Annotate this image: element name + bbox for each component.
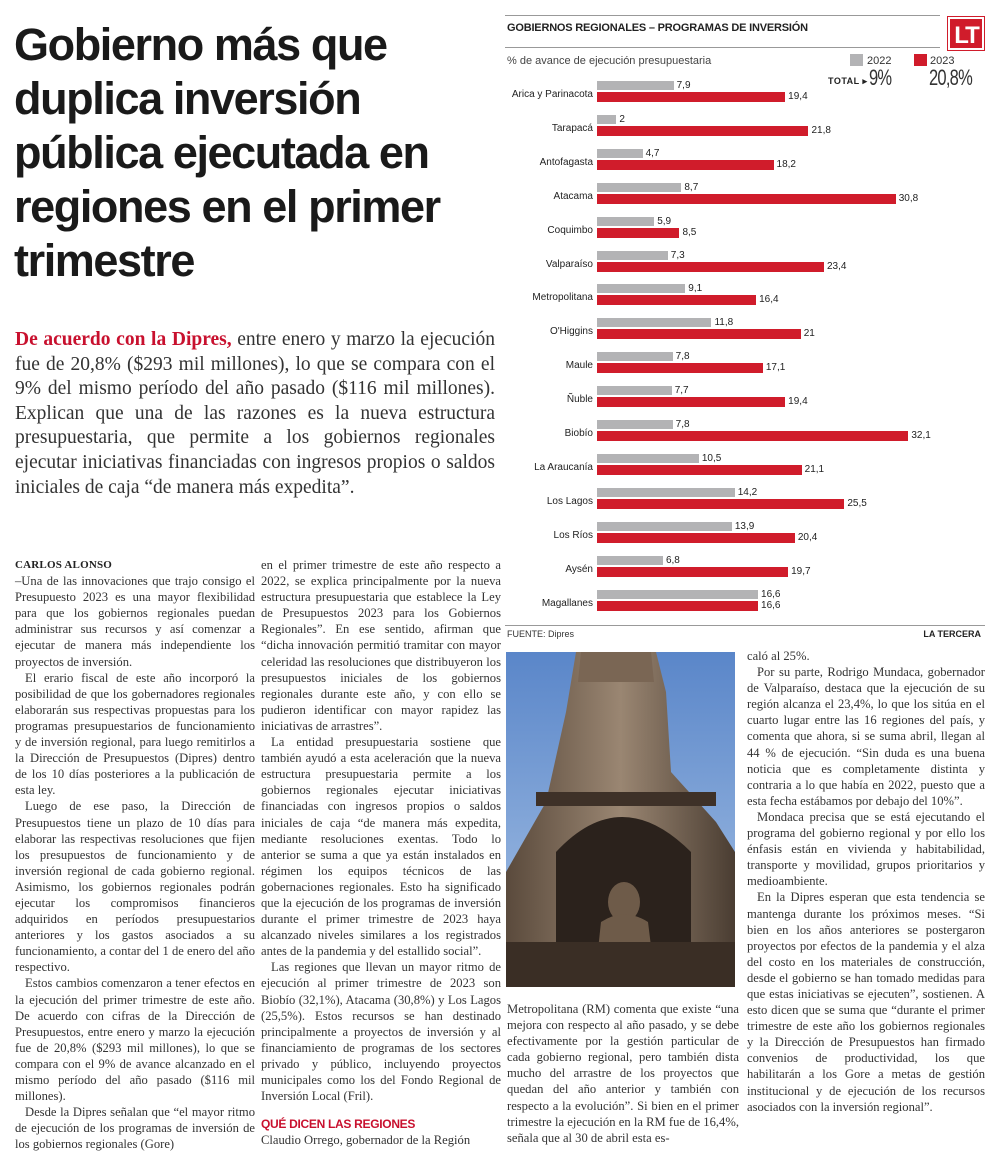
bar-2023 [597,499,844,509]
category-label: Aysén [565,563,593,575]
bar-2022 [597,352,673,361]
data-label-2023: 18,2 [776,158,796,170]
data-label-2023: 8,5 [682,226,697,238]
bar-2023 [597,329,801,339]
paragraph: en el primer trimestre de este año respecto a 2022, se explica principalmente por la nueva estructura presupuestaria que establece la Ley de Presupuestos 2023 para los Gobiernos Regionales”. En ese sentido, afirman que “dicha innovación permitió tramitar con mayor celeridad las resoluciones que distribuyeron los presupuestos iniciales de los gobiernos regionales durante este año, y con ello se pudieron identificar con mayor rapidez las iniciativas de arrastres”. [261,558,501,733]
category-label: Biobío [564,428,593,439]
paragraph: En la Dipres esperan que esta tendencia se mantenga durante los próximos meses. “Si bien en los años anteriores se postergaron proyectos por efectos de la pandemia y el alza del costo en los materiales de construcción, desde el gobierno se han tomado medidas para que estas iniciativas se ejecuten”, sostienen. A esto dicen que se suma que “durante el primer trimestre de este año los gobiernos regionales y la Dirección de Presupuestos han firmado convenios de productividad, los que habilitarán a los Gore a metas de gestión institucional y de ejecución de los recursos asociados con la inversión regional”. [747,890,985,1114]
paragraph: La entidad presupuestaria sostiene que también ayudó a esta aceleración que la nueva estructura presupuestaria permite a los gobiernos regionales ejecutar iniciativas financiadas con ingresos propios o saldos iniciales de caja “de manera más expedita, mediante resoluciones exentas. Todo lo anterior se suma a que ya están instalados en régimen los equipos técnicos de las gobernaciones regionales. Esto ha significado que la ejecución de los programas de inversión durante el primer trimestre de 2023 haya alcanzado niveles similares a los registrados antes de la pandemia y del estallido social”. [261,735,501,959]
bar-2022 [597,284,685,293]
article-column-4 [747,648,985,1115]
lead-text: entre enero y marzo la ejecución fue de 20,8% ($293 mil millones), lo que se compara con el 9% del mismo período del año pasado ($116 mil millones). Explican que una de las razones es la nueva estructura presupuestaria, que permite a los gobiernos regionales ejecutar iniciativas financiadas con ingresos propios o saldos iniciales de caja “de manera más expedita”. [15,329,495,498]
chart-brand: LA TERCERA [923,629,981,639]
data-label-2022: 14,2 [737,486,758,498]
legend-2022: 2022 [867,55,892,67]
bar-2023 [597,465,802,475]
data-label-2022: 9,1 [688,283,703,295]
category-label: O'Higgins [549,326,593,338]
category-label: Metropolitana [532,292,593,304]
chart-title: GOBIERNOS REGIONALES – PROGRAMAS DE INVERSIÓN [507,22,808,34]
paragraph: Estos cambios comenzaron a tener efectos en la ejecución del primer trimestre de este año. De acuerdo con cifras de la Dirección de Presupuestos, entre enero y marzo la ejecución fue de 20,8% ($293 mil millones), lo que se compara con el 9% de avance alcanzado en el mismo período del año pasado ($116 mil millones). [15,976,255,1104]
category-label: Maule [565,360,593,372]
category-label: La Araucanía [534,461,593,473]
data-label-2022: 16,6 [761,588,781,600]
bar-2023 [597,228,679,238]
data-label-2022: 6,8 [665,554,680,566]
paragraph: Desde la Dipres señalan que “el mayor ritmo de ejecución de los programas de inversión de los gobiernos regionales (Gore) [15,1105,255,1152]
bar-2023 [597,295,756,305]
total-2022: 9% [869,65,892,90]
data-label-2022: 2 [619,113,625,125]
paragraph: Mondaca precisa que se está ejecutando el programa del gobierno regional y por ello los énfasis están en vivienda y habitabilidad, transporte y movilidad, grupos prioritarios y medioambiente. [747,809,985,889]
category-label: Magallanes [541,597,593,609]
bar-2022 [597,420,673,429]
legend-2023: 2023 [930,55,955,67]
bar-2023 [597,92,785,102]
bar-2022 [597,454,699,463]
category-label: Los Ríos [553,529,593,541]
data-label-2023: 25,5 [847,497,867,509]
data-label-2023: 16,4 [759,294,779,306]
lead-paragraph [15,328,495,500]
data-label-2023: 19,7 [791,565,811,577]
category-label: Arica y Parinacota [511,89,593,100]
data-label-2022: 5,9 [657,215,672,227]
data-label-2023: 20,4 [797,531,818,543]
bar-2022 [597,318,711,327]
chart-subtitle: % de avance de ejecución presupuestaria [507,55,712,67]
data-label-2023: 19,4 [788,91,808,102]
bar-2023 [597,363,763,373]
article-column-2 [261,557,501,1148]
data-label-2022: 4,7 [645,147,660,159]
data-label-2022: 10,5 [701,452,722,464]
category-label: Ñuble [566,394,593,406]
data-label-2023: 21,8 [811,124,831,136]
data-label-2022: 11,8 [714,317,734,329]
bar-2022 [597,590,758,599]
byline: CARLOS ALONSO [15,559,113,571]
building-photo [506,652,735,987]
bar-2023 [597,431,908,441]
la-tercera-logo: LT [948,17,984,50]
bar-2023 [597,126,808,136]
data-label-2023: 16,6 [761,599,781,611]
total-label-text: TOTAL [828,76,860,86]
paragraph: Metropolitana (RM) comenta que existe “una mejora con respecto al año pasado, y se debe efectivamente por la gestión particular de cada gobierno regional, pero también dista mucho del arrastre de los proyectos que quedan del año anterior y también con respecto a la evolución”. Si bien en el primer trimestre la ejecución en la RM fue de 16,4%, señala que al 30 de abril esta es- [507,1002,739,1145]
divider [505,625,985,626]
bar-2022 [597,556,663,565]
bar-2022 [597,386,672,395]
legend-swatch-2022 [850,54,863,66]
data-label-2022: 13,9 [734,520,755,532]
legend-swatch-2023 [914,54,927,66]
paragraph: caló al 25%. [747,649,810,663]
headline: Gobierno más que duplica inversión pública ejecutada en regiones en el primer trimestre [14,19,440,286]
paragraph: Por su parte, Rodrigo Mundaca, gobernador de Valparaíso, destaca que la ejecución de su región alcanza el 23,4%, lo que los sitúa en el cuarto lugar entre las 16 regiones del país, y comenta que ahora, si se suma abril, llegan al 44 % de ejecución. “Sin duda es una buena noticia que es completamente distinta y contraria a lo que había en 2022, puesto que a esta fecha estábamos por debajo del 10%”. [747,665,985,808]
divider [505,15,940,16]
data-label-2022: 7,3 [670,249,685,261]
category-label: Los Lagos [546,495,593,507]
bar-2022 [597,149,643,158]
bar-2023 [597,397,785,407]
bar-chart [505,15,985,645]
paragraph: –Una de las innovaciones que trajo consigo el Presupuesto 2023 es una mayor flexibilidad para que los gobiernos regionales puedan administrar sus recursos y así comenzar a ejecutar de manera más independiente los proyectos de inversión. [15,574,255,669]
category-label: Atacama [553,190,593,202]
bar-2023 [597,262,824,272]
paragraph: Las regiones que llevan un mayor ritmo de ejecución al primer trimestre de 2023 son Biobío (32,1%), Atacama (30,8%) y Los Lagos (25,5%). Estos recursos se han destinado principalmente a proyectos de inversión y al financiamiento de programas de los sectores privado y público, incluyendo proyectos municipales como los del Fondo Regional de Inversión Local (Fril). [261,960,501,1104]
bar-2023 [597,567,788,577]
lead-kicker: De acuerdo con la Dipres, [15,329,232,350]
category-label: Tarapacá [551,122,593,134]
category-label: Coquimbo [547,224,593,236]
data-label-2023: 17,1 [765,362,786,374]
chart-source: FUENTE: Dipres [507,629,575,639]
divider [505,47,940,48]
bar-2022 [597,115,616,124]
total-2023: 20,8% [929,65,973,90]
paragraph: El erario fiscal de este año incorporó la posibilidad de que los gobernadores regionales elaborarán sus respectivas propuestas para los programas presupuestarios de funcionamiento y de inversión regional, para luego remitirlos a la Dirección de Presupuestos (Dipres) dentro de los 10 días posteriores a la publicación de esta ley. [15,670,255,798]
data-label-2023: 23,4 [826,260,847,272]
paragraph: Claudio Orrego, gobernador de la Región [261,1133,471,1148]
bar-2023 [597,194,896,204]
data-label-2022: 8,7 [684,181,699,193]
bar-2022 [597,183,681,192]
data-label-2022: 7,9 [676,80,691,91]
paragraph: Luego de ese paso, la Dirección de Presupuestos tiene un plazo de 10 días para elaborar las respectivas resoluciones que fijen los presupuestos de funcionamiento y de inversión regional de cada gobierno regional. Asimismo, los gobiernos regionales podrán ejecutar los compromisos financieros adquiridos en períodos presupuestarios anteriores y los gastos asociados a su funcionamiento, a contar del 1 de enero del año respectivo. [15,799,255,975]
data-label-2022: 7,8 [675,351,690,363]
data-label-2023: 32,1 [911,430,931,441]
bar-2022 [597,488,735,497]
article-column-1 [15,557,255,1152]
bar-2023 [597,160,774,170]
bar-2023 [597,533,795,543]
bar-2022 [597,251,668,260]
category-label: Valparaíso [545,258,593,270]
article-column-3 [507,1001,739,1146]
data-label-2023: 21 [803,328,815,340]
subheading: QUÉ DICEN LAS REGIONES [261,1117,416,1132]
data-label-2023: 30,8 [898,192,919,204]
data-label-2023: 21,1 [804,463,825,475]
category-label: Antofagasta [539,156,593,168]
data-label-2023: 19,4 [788,396,808,408]
bar-2022 [597,81,674,90]
bar-2022 [597,217,654,226]
total-label: TOTAL ▸ [828,76,868,86]
data-label-2022: 7,7 [674,385,689,397]
bar-2023 [597,601,758,611]
bar-2022 [597,522,732,531]
data-label-2022: 7,8 [675,419,690,430]
